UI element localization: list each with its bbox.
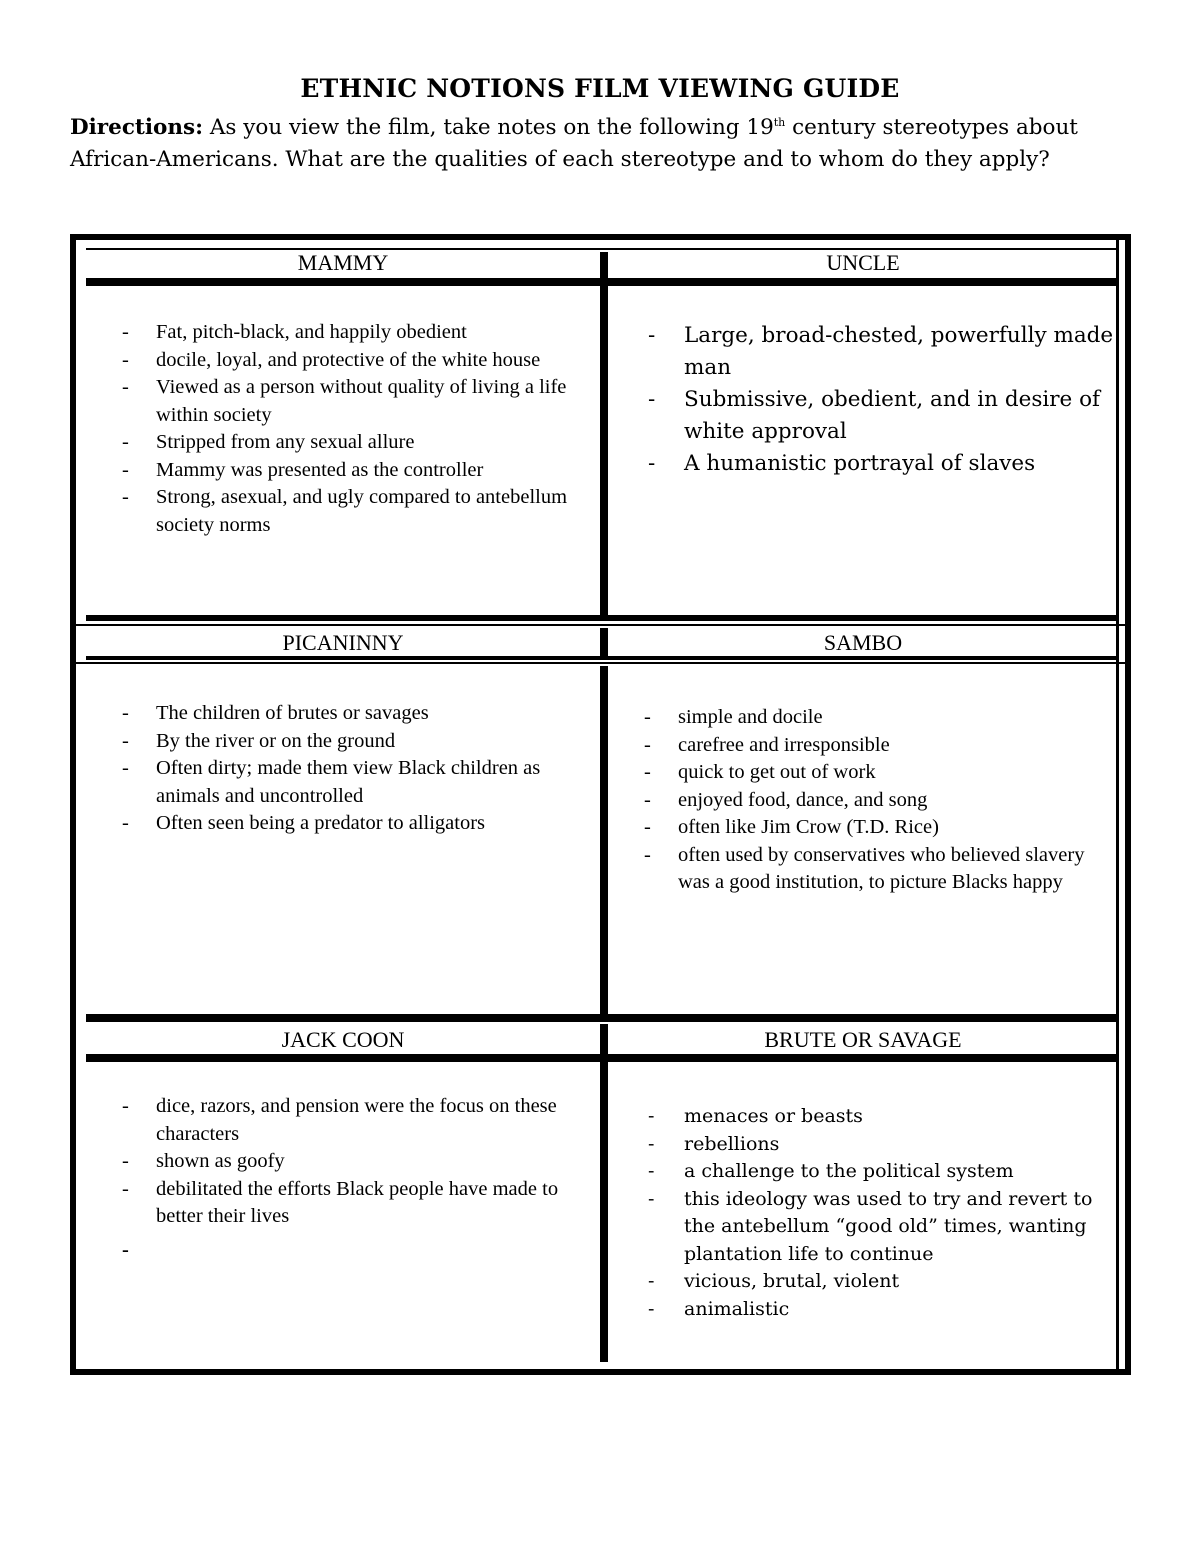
bullet-dash: - bbox=[644, 761, 651, 783]
bullet-dash: - bbox=[648, 1160, 655, 1182]
list-item bbox=[608, 448, 1118, 480]
directions-superscript: th bbox=[773, 115, 786, 129]
column-divider bbox=[600, 1062, 608, 1362]
list-item bbox=[86, 1148, 600, 1176]
list-item-text: Strong, asexual, and ugly compared to antebellum society norms bbox=[156, 486, 568, 536]
list-item bbox=[608, 842, 1118, 897]
list-item bbox=[86, 374, 600, 429]
bullet-dash: - bbox=[648, 323, 656, 348]
bullet-dash: - bbox=[122, 321, 129, 343]
list-item bbox=[608, 384, 1118, 448]
bullet-dash: - bbox=[644, 733, 651, 756]
bullet-dash: - bbox=[648, 1270, 655, 1292]
list-item bbox=[86, 457, 600, 485]
list-item-text: By the river or on the ground bbox=[156, 729, 396, 752]
bullet-dash: - bbox=[648, 1105, 655, 1127]
bullet-dash: - bbox=[122, 1238, 129, 1261]
page-title: ETHNIC NOTIONS FILM VIEWING GUIDE bbox=[300, 74, 900, 103]
list-item-text: Mammy was presented as the controller bbox=[156, 458, 484, 481]
list-item bbox=[608, 787, 1118, 815]
list-item-text: simple and docile bbox=[678, 706, 823, 728]
directions-label: Directions: bbox=[70, 115, 204, 140]
cell-header-uncle: UNCLE bbox=[826, 250, 900, 275]
list-item-text: A humanistic portrayal of slaves bbox=[684, 451, 1036, 476]
row-rule bbox=[86, 1054, 1118, 1062]
list-item bbox=[608, 1131, 1118, 1159]
row-rule bbox=[86, 1014, 1118, 1022]
directions-text-after: century stereotypes about African-Americans. What are the qualities of each stereotype and to whom do they apply? bbox=[70, 115, 1078, 172]
list-item bbox=[86, 484, 600, 539]
list-item-text: Fat, pitch-black, and happily obedient bbox=[156, 321, 467, 343]
list-item-text: enjoyed food, dance, and song bbox=[678, 788, 928, 811]
list-item-text: often used by conservatives who believed slavery was a good institution, to picture Blacks happy bbox=[678, 843, 1085, 893]
list-item-text: quick to get out of work bbox=[678, 761, 876, 783]
bullet-dash: - bbox=[122, 757, 129, 779]
list-item bbox=[608, 1158, 1118, 1186]
list-item-text: debilitated the efforts Black people have made to better their lives bbox=[156, 1177, 559, 1227]
list-item-text: animalistic bbox=[684, 1297, 790, 1320]
directions-text-before: As you view the film, take notes on the following 19 bbox=[203, 115, 774, 140]
cell-header-jack-coon: JACK COON bbox=[281, 1027, 405, 1052]
row-rule bbox=[76, 624, 1128, 626]
list-item bbox=[608, 1296, 1118, 1324]
list-item bbox=[608, 1103, 1118, 1131]
bullet-dash: - bbox=[122, 702, 129, 724]
bullet-dash: - bbox=[648, 387, 656, 412]
list-item-text: docile, loyal, and protective of the white house bbox=[156, 348, 541, 371]
list-item bbox=[86, 728, 600, 756]
cell-list-uncle bbox=[608, 320, 1118, 480]
bullet-dash: - bbox=[122, 431, 129, 453]
column-divider bbox=[600, 628, 608, 658]
row-rule bbox=[86, 278, 1118, 286]
list-item-text: vicious, brutal, violent bbox=[684, 1270, 900, 1292]
list-item-text: shown as goofy bbox=[156, 1150, 285, 1172]
list-item-text: rebellions bbox=[684, 1132, 780, 1155]
list-item bbox=[86, 429, 600, 457]
column-divider bbox=[600, 252, 608, 616]
bullet-dash: - bbox=[122, 486, 129, 508]
cell-header-brute: BRUTE OR SAVAGE bbox=[764, 1027, 962, 1052]
bullet-dash: - bbox=[122, 1177, 129, 1200]
bullet-dash: - bbox=[122, 729, 129, 752]
bullet-dash: - bbox=[648, 1187, 655, 1210]
bullet-dash: - bbox=[122, 1095, 129, 1117]
list-item bbox=[608, 732, 1118, 760]
list-item bbox=[86, 1093, 600, 1148]
list-item-text: often like Jim Crow (T.D. Rice) bbox=[678, 816, 939, 838]
list-item-text: this ideology was used to try and revert to the antebellum “good old” times, wanting plantation life to continue bbox=[684, 1187, 1093, 1265]
list-item-text: Stripped from any sexual allure bbox=[156, 431, 415, 453]
list-item-text: dice, razors, and pension were the focus on these characters bbox=[156, 1095, 557, 1145]
cell-header-picaninny: PICANINNY bbox=[282, 630, 404, 655]
list-item bbox=[86, 347, 600, 375]
cell-header-mammy: MAMMY bbox=[297, 250, 389, 275]
row-rule bbox=[86, 656, 1118, 660]
cell-list-sambo bbox=[608, 704, 1118, 897]
column-divider bbox=[600, 666, 608, 1014]
row-rule bbox=[86, 615, 1118, 621]
list-item bbox=[608, 759, 1118, 787]
list-item bbox=[86, 810, 600, 838]
bullet-dash: - bbox=[122, 458, 129, 481]
bullet-dash: - bbox=[648, 1297, 655, 1320]
bullet-dash: - bbox=[122, 376, 129, 398]
list-item bbox=[608, 1268, 1118, 1296]
bullet-dash: - bbox=[648, 451, 656, 476]
list-item bbox=[86, 755, 600, 810]
list-item bbox=[86, 700, 600, 728]
bullet-dash: - bbox=[644, 816, 651, 838]
list-item-text: Large, broad-chested, powerfully made man bbox=[684, 323, 1114, 380]
bullet-dash: - bbox=[122, 348, 129, 371]
list-item-text: a challenge to the political system bbox=[684, 1160, 1014, 1182]
list-item-text: The children of brutes or savages bbox=[156, 702, 429, 724]
cell-list-picaninny bbox=[86, 700, 600, 838]
list-item-text: Viewed as a person without quality of living a life within society bbox=[156, 376, 567, 426]
cell-list-jack-coon bbox=[86, 1093, 600, 1261]
list-item bbox=[608, 320, 1118, 384]
cell-list-mammy bbox=[86, 319, 600, 539]
list-item bbox=[608, 704, 1118, 732]
list-item-text: carefree and irresponsible bbox=[678, 733, 890, 756]
bullet-dash: - bbox=[648, 1132, 655, 1155]
row-rule bbox=[76, 662, 1128, 664]
list-item bbox=[608, 1186, 1118, 1269]
list-item bbox=[86, 319, 600, 347]
cell-header-sambo: SAMBO bbox=[823, 630, 903, 655]
column-divider bbox=[600, 1024, 608, 1054]
bullet-dash: - bbox=[122, 812, 129, 834]
directions-paragraph bbox=[70, 112, 1130, 176]
list-item-text: Often dirty; made them view Black children as animals and uncontrolled bbox=[156, 757, 541, 807]
list-item-text: menaces or beasts bbox=[684, 1105, 863, 1127]
list-item-text: Submissive, obedient, and in desire of white approval bbox=[684, 387, 1100, 444]
list-item bbox=[608, 814, 1118, 842]
bullet-dash: - bbox=[644, 788, 651, 811]
cell-list-brute bbox=[608, 1103, 1118, 1323]
list-item bbox=[86, 1176, 600, 1231]
list-item-text: Often seen being a predator to alligators bbox=[156, 812, 486, 834]
bullet-dash: - bbox=[644, 706, 651, 728]
bullet-dash: - bbox=[644, 843, 651, 866]
bullet-dash: - bbox=[122, 1150, 129, 1172]
